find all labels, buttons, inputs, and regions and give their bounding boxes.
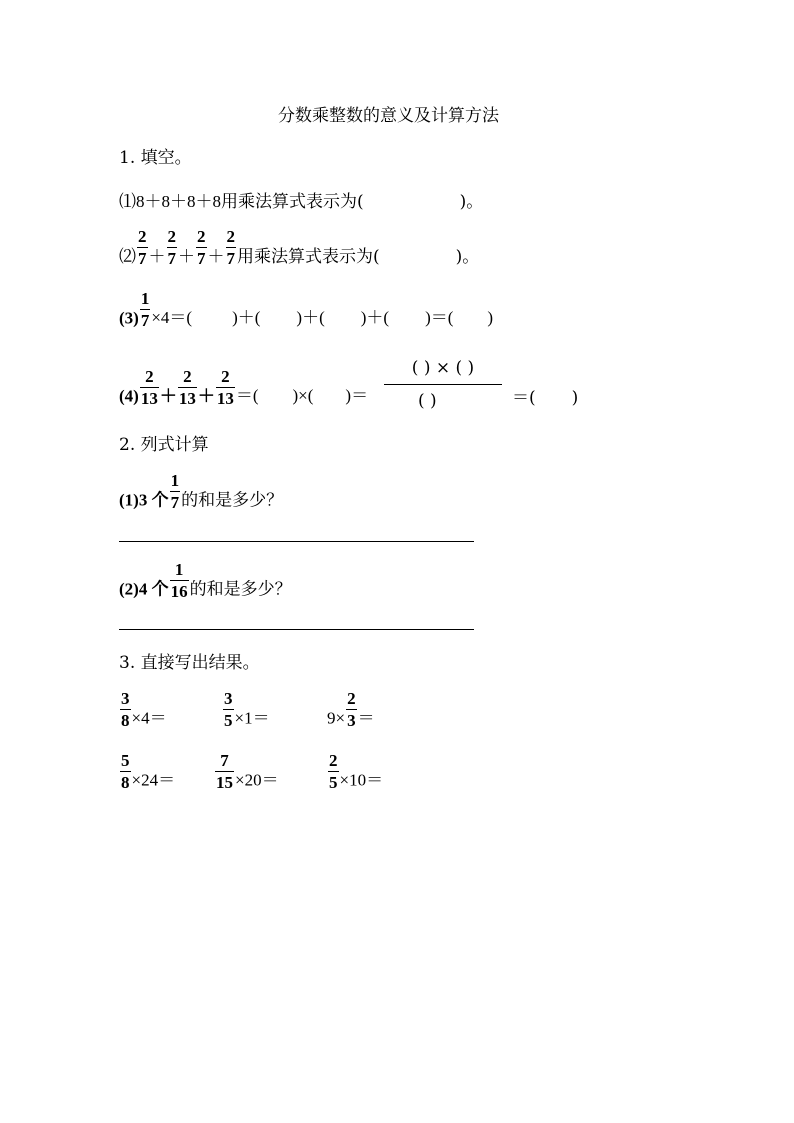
plus-sign: ＋ <box>197 386 215 406</box>
q1-4-fraction: $\frac{2}{13}$ <box>178 367 196 408</box>
q1-1-text: 用乘法算式表示为( <box>221 192 364 212</box>
q1-2-fraction: $\frac{2}{7}$ <box>167 227 176 268</box>
q2-1-fraction: $\frac{1}{7}$ <box>170 471 180 512</box>
page-title: 分数乘整数的意义及计算方法 <box>278 106 499 126</box>
section1-heading: 1. 填空。 <box>119 148 192 168</box>
q1-1-expr: 8＋8＋8＋8 <box>136 192 221 211</box>
q1-4-big-fraction <box>384 360 502 410</box>
q1-1 <box>119 193 483 211</box>
q2-2-fraction: $\frac{1}{16}$ <box>170 560 188 601</box>
q1-1-label: ⑴ <box>119 192 136 212</box>
q1-2-close: )。 <box>455 247 480 267</box>
plus-sign: ＋ <box>178 247 195 267</box>
answer-line[interactable] <box>119 629 474 630</box>
big-fraction-numerator: ( ) × ( ) <box>384 360 502 385</box>
q2-1-label: (1)3 个 <box>119 490 169 510</box>
section2-heading: 2. 列式计算 <box>119 435 209 455</box>
q1-2-fraction: $\frac{2}{7}$ <box>138 227 147 268</box>
q1-4-fraction: $\frac{2}{13}$ <box>140 367 158 408</box>
q1-2-text: 用乘法算式表示为( <box>237 247 380 267</box>
q2-2-label: (2)4 个 <box>119 579 169 599</box>
plus-sign: ＋ <box>207 247 225 267</box>
q1-2 <box>119 228 479 267</box>
section3-heading: 3. 直接写出结果。 <box>119 653 260 673</box>
q1-4 <box>119 368 368 407</box>
q1-2-fraction: $\frac{2}{7}$ <box>197 227 206 268</box>
q1-2-fraction: $\frac{2}{7}$ <box>226 227 235 268</box>
calc-item: $\frac{7}{15}$ ×20＝ <box>216 751 279 792</box>
q1-3-fraction: $\frac{1}{7}$ <box>140 289 150 330</box>
q1-4-label: (4) <box>119 386 139 406</box>
calc-item: $\frac{5}{8}$ ×24＝ <box>121 751 176 792</box>
calc-item: $\frac{3}{5}$ ×1＝ <box>224 689 270 730</box>
q2-1 <box>119 472 283 511</box>
q1-1-close: )。 <box>459 192 484 212</box>
q1-3-tail: ×4＝( )＋( )＋( )＋( )＝( ) <box>151 308 494 328</box>
q1-3 <box>119 290 493 329</box>
q2-2-text: 的和是多少？ <box>189 579 292 599</box>
calc-item: 9× $\frac{2}{3}$ ＝ <box>327 689 375 730</box>
plus-sign: ＋ <box>148 247 166 267</box>
q1-2-label: ⑵ <box>119 247 136 267</box>
q2-2 <box>119 561 292 600</box>
q1-3-label: (3) <box>119 308 139 328</box>
q2-1-text: 的和是多少？ <box>181 490 284 510</box>
answer-line[interactable] <box>119 541 474 542</box>
q1-4-fraction: $\frac{2}{13}$ <box>216 367 234 408</box>
q1-4-tail: ＝( )×( )＝ <box>235 386 369 406</box>
calc-item: $\frac{2}{5}$ ×10＝ <box>329 751 384 792</box>
plus-sign: ＋ <box>159 386 177 406</box>
q1-4-end: ＝( ) <box>512 388 579 408</box>
calc-item: $\frac{3}{8}$ ×4＝ <box>121 689 167 730</box>
big-fraction-denominator: ( ) <box>418 391 437 411</box>
